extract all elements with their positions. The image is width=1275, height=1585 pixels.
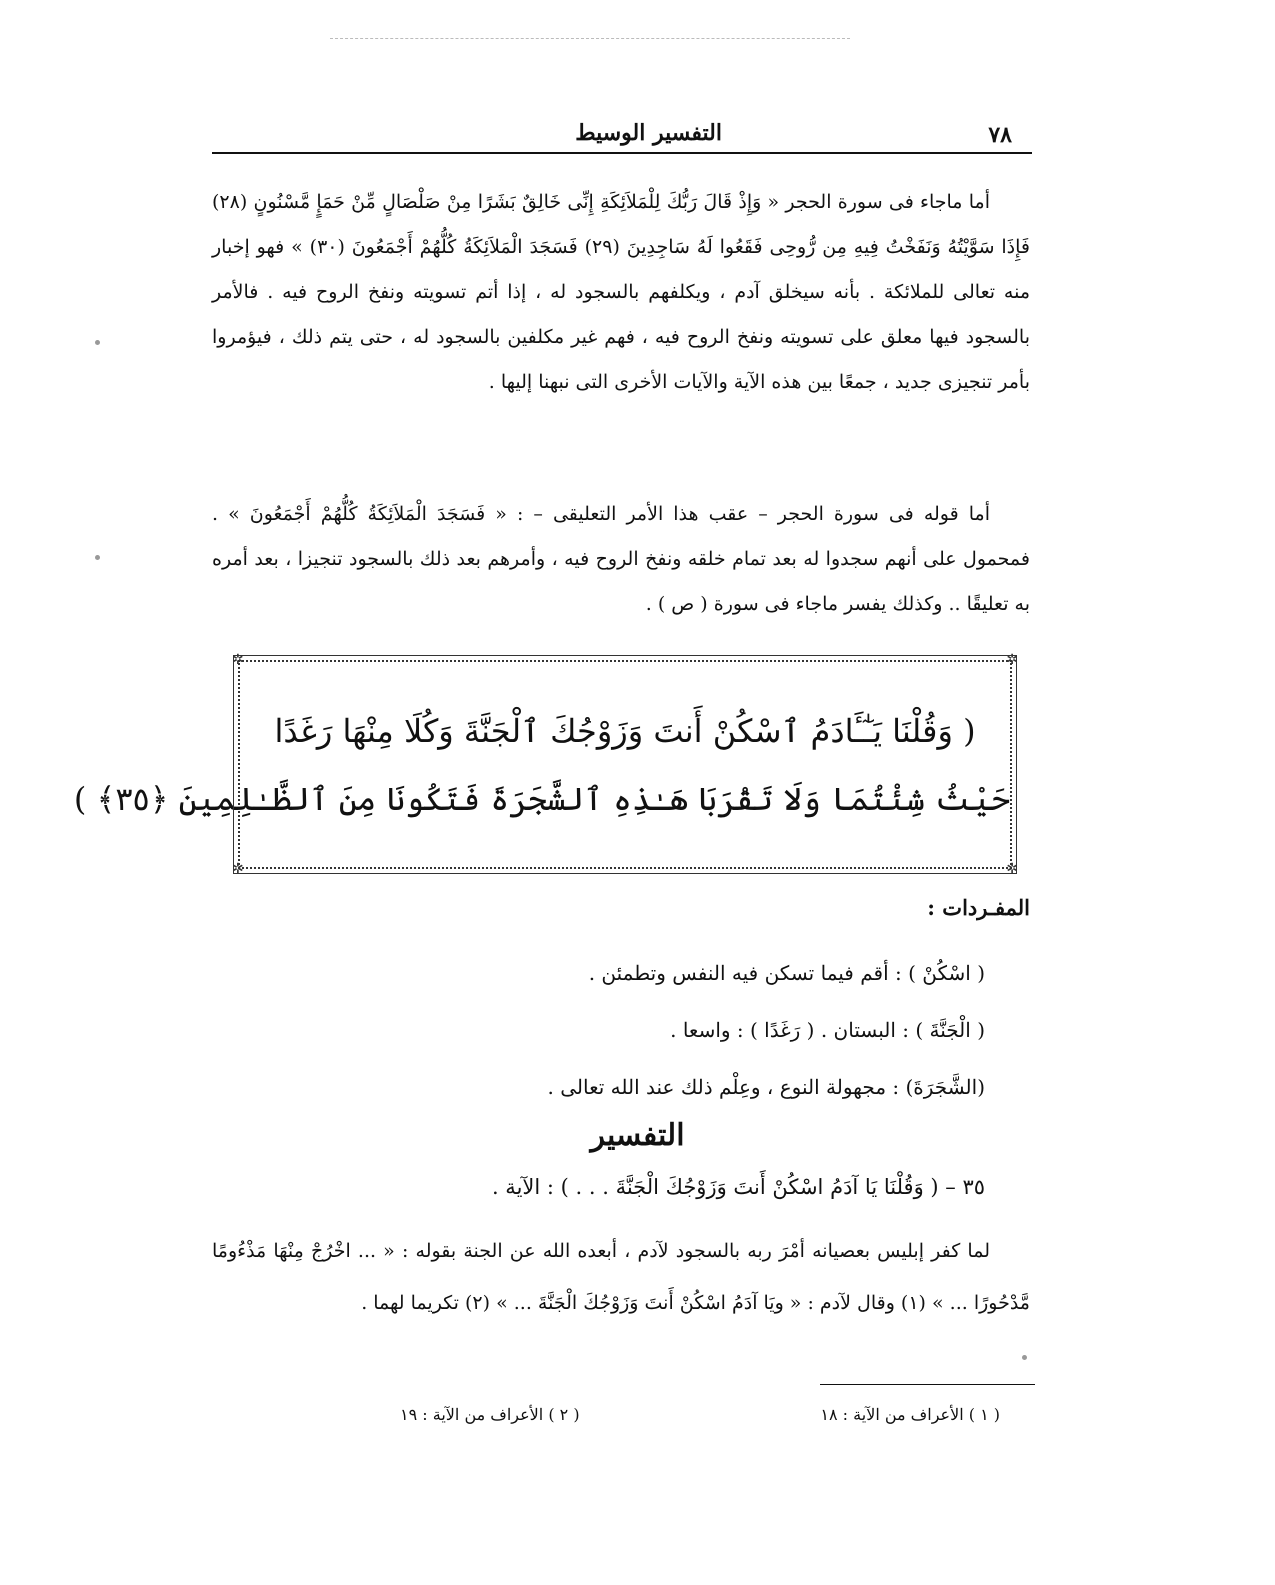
scan-speck <box>95 340 100 345</box>
footnotes <box>400 1405 1000 1424</box>
verse-line-2: حَيْثُ شِئْتُمَا وَلَا تَقْرَبَا هَـٰذِهِ ٱلشَّجَرَةَ فَتَكُونَا مِنَ ٱلظَّـٰلِمِينَ ﴿٣٥﴾ ) <box>73 779 1010 818</box>
paragraph-text: أما قوله فى سورة الحجر – عقب هذا الأمر التعليقى – : « فَسَجَدَ الْمَلاَئِكَةُ كُلُّهُمْ أَجْمَعُونَ » . فمحمول على أنهم سجدوا له بعد تمام خلقه ونفخ الروح فيه ، وأمرهم بعد ذلك بالسجود تنجيزا ، بعد أمره به تعليقًا .. وكذلك يفسر ماجاء فى سورة ( ص ) . <box>212 503 1030 615</box>
paragraph-text: لما كفر إبليس بعصيانه أمْرَ ربه بالسجود لآدم ، أبعده الله عن الجنة بقوله : « ... اخْرُجْ مِنْهَا مَذْءُومًا مَّدْحُورًا ... » (١) وقال لآدم : « ويَا آدَمُ اسْكُنْ أَنتَ وَزَوْجُكَ الْجَنَّةَ ... » (٢) تكريما لهما . <box>212 1240 1030 1314</box>
paragraph-text: أما ماجاء فى سورة الحجر « وَإِذْ قَالَ رَبُّكَ لِلْمَلاَئِكَةِ إِنِّى خَالِقٌ بَشَرًا مِنْ صَلْصَالٍ مِّنْ حَمَإٍ مَّسْنُونٍ (٢٨) فَإِذَا سَوَّيْتُهُ وَنَفَخْتُ فِيهِ مِن رُّوحِى فَقَعُوا لَهُ سَاجِدِينَ (٢٩) فَسَجَدَ الْمَلاَئِكَةُ كُلُّهُمْ أَجْمَعُونَ (٣٠) » فهو إخبار منه تعالى للملائكة . بأنه سيخلق آدم ، ويكلفهم بالسجود له ، إذا أتم تسويته ونفخ الروح فيه . فالأمر بالسجود فيها معلق على تسويته ونفخ الروح فيه ، فهم غير مكلفين بالسجود له ، حتى يتم ذلك ، فيؤمروا بأمر تنجيزى جديد ، جمعًا بين هذه الآية والآيات الأخرى التى نبهنا إليها . <box>212 191 1030 393</box>
paragraph-hijr-1 <box>212 180 1030 405</box>
paragraph-hijr-2 <box>212 492 1030 627</box>
verse-line-1: ( وَقُلْنَا يَـٰٓـَٔادَمُ ٱسْكُنْ أَنتَ وَزَوْجُكَ ٱلْجَنَّةَ وَكُلَا مِنْهَا رَغَدًا <box>274 711 976 750</box>
ornament-corner-icon: ✲ <box>1006 652 1018 668</box>
quran-verse-frame <box>73 652 1018 877</box>
vocab-heading: المفـردات : <box>927 895 1030 920</box>
scan-artifact-line <box>330 38 850 39</box>
ornament-corner-icon: ✲ <box>1006 861 1018 877</box>
vocab-item: (الشَّجَرَةَ) : مجهولة النوع ، وعِلْم ذلك عند الله تعالى . <box>547 1075 985 1099</box>
tafsir-heading: التفسير <box>590 1118 685 1153</box>
vocab-list <box>425 945 985 1116</box>
scan-speck <box>95 555 100 560</box>
footnote-rule <box>820 1384 1035 1385</box>
page-number: ٧٨ <box>988 122 1012 148</box>
ayah-reference: ٣٥ – ( وَقُلْنَا يَا آدَمُ اسْكُنْ أَنتَ وَزَوْجُكَ الْجَنَّةَ . . . ) : الآية . <box>491 1175 985 1199</box>
page-header <box>212 112 1032 152</box>
header-rule <box>212 152 1032 154</box>
scan-speck <box>1022 1355 1027 1360</box>
footnote-1: ( ١ ) الأعراف من الآية : ١٨ <box>820 1405 1000 1424</box>
vocab-item: ( اسْكُنْ ) : أقم فيما تسكن فيه النفس وتطمئن . <box>588 961 985 985</box>
footnote-2: ( ٢ ) الأعراف من الآية : ١٩ <box>400 1405 580 1424</box>
vocab-item: ( الْجَنَّةَ ) : البستان . ( رَغَدًا ) : واسعا . <box>670 1018 985 1042</box>
tafsir-paragraph <box>212 1225 1030 1329</box>
ornament-corner-icon: ✲ <box>232 861 244 877</box>
running-title: التفسير الوسيط <box>575 120 722 146</box>
ornament-corner-icon: ✲ <box>232 652 244 668</box>
